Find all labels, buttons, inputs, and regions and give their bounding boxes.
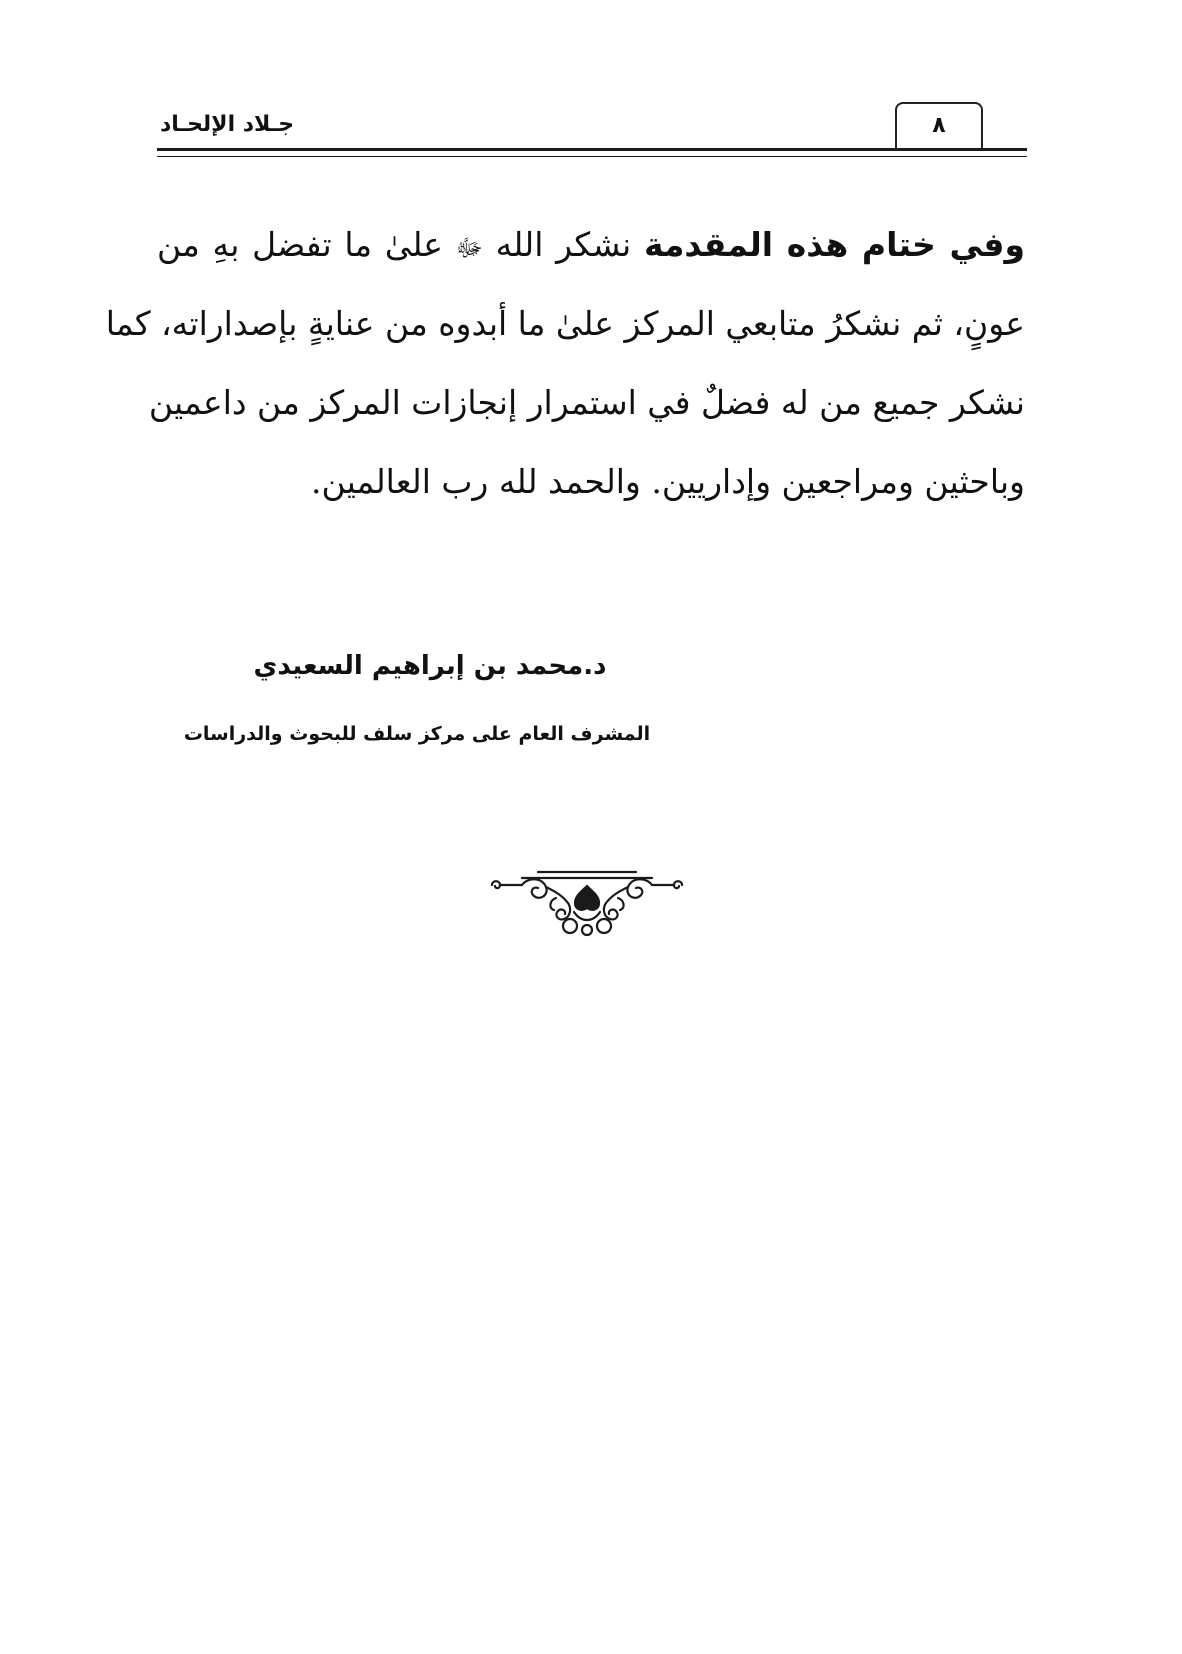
page-number-tab xyxy=(895,102,983,148)
signature-title: المشرف العام على مركز سلف للبحوث والدراسات xyxy=(183,723,651,745)
page-number: ٨ xyxy=(932,113,946,138)
signature-name: د.محمد بن إبراهيم السعيدي xyxy=(253,651,607,681)
header-rule-thick xyxy=(157,148,1027,151)
paragraph-line-1 xyxy=(157,205,1025,284)
paragraph-line-3: نشكر جميع من له فضلٌ في استمرار إنجازات المركز من داعمين xyxy=(148,383,1025,422)
honorific-glyph: ﷻ xyxy=(455,234,483,262)
decorative-flourish-icon xyxy=(486,868,688,938)
paragraph-line-1-end: علىٰ ما تفضل بهِ من xyxy=(157,225,443,264)
paragraph-lead-bold: وفي ختام هذه المقدمة xyxy=(643,225,1026,264)
header-rule-thin xyxy=(157,156,1027,157)
paragraph-line-1-text: نشكر الله xyxy=(495,225,632,264)
closing-paragraph xyxy=(105,205,1026,521)
paragraph-line-2: عونٍ، ثم نشكرُ متابعي المركز علىٰ ما أبدوه من عنايةٍ بإصداراته، كما xyxy=(105,304,1025,343)
paragraph-line-4: وباحثين ومراجعين وإداريين. والحمد لله رب العالمين. xyxy=(310,462,1025,501)
running-header-title: جـلاد الإلحـاد xyxy=(160,112,295,137)
